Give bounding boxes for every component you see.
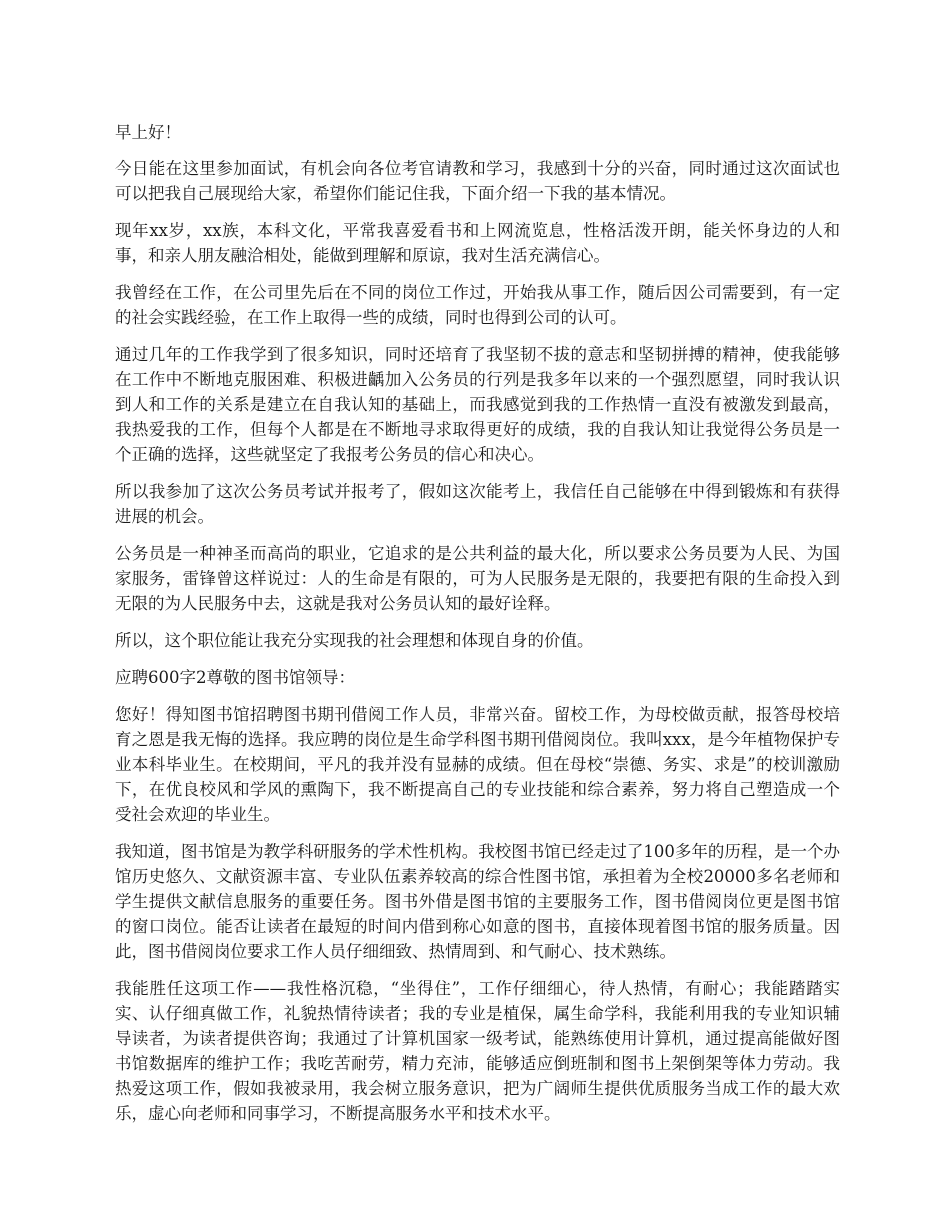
growth-paragraph: 通过几年的工作我学到了很多知识，同时还培育了我坚韧不拔的意志和坚韧拼搏的精神，使我能够在工作中不断地克服困难、积极进齲加入公务员的行列是我多年以来的一个强烈愿望，同时我认识到人和工作的关系是建立在自我认知的基础上，而我感觉到我的工作热情一直没有被激发到最高，我热爱我的工作，但每个人都是在不断地寻求取得更好的成绩，我的自我认知让我觉得公务员是一个正确的选择，这些就坚定了我报考公务员的信心和决心。 [115,345,840,464]
document-body [115,120,840,1138]
exam-paragraph: 所以我参加了这次公务员考试并报考了，假如这次能考上，我信任自己能够在中得到锻炼和有获得进展的机会。 [115,482,840,526]
section-heading: 应聘600字2尊敬的图书馆领导： [115,668,355,687]
library-description-paragraph: 我知道，图书馆是为教学科研服务的学术性机构。我校图书馆已经走过了100多年的历程，是一个办馆历史悠久、文献资源丰富、专业队伍素养较高的综合性图书馆，承担着为全校20000多名老师和学生提供文献信息服务的重要任务。图书外借是图书馆的主要服务工作，图书借阅岗位更是图书馆的窗口岗位。能否让读者在最短的时间内借到称心如意的图书，直接体现着图书馆的服务质量。因此，图书借阅岗位要求工作人员仔细细致、热情周到、和气耐心、技术熟练。 [115,842,840,961]
library-intro-paragraph: 您好！得知图书馆招聘图书期刊借阅工作人员，非常兴奋。留校工作，为母校做贡献，报答母校培育之恩是我无悔的选择。我应聘的岗位是生命学科图书期刊借阅岗位。我叫xxx，是今年植物保护专业本科毕业生。在校期间，平凡的我并没有显赫的成绩。但在母校“崇德、务实、求是”的校训激励下，在优良校风和学风的熏陶下，我不断提高自己的专业技能和综合素养，努力将自己塑造成一个受社会欢迎的毕业生。 [115,705,840,824]
intro-paragraph: 今日能在这里参加面试，有机会向各位考官请教和学习，我感到十分的兴奋，同时通过这次面试也可以把我自己展现给大家，希望你们能记住我，下面介绍一下我的基本情况。 [115,159,840,203]
qualification-paragraph: 我能胜任这项工作——我性格沉稳，“坐得住”，工作仔细细心，待人热情，有耐心；我能踏踏实实、认仔细真做工作，礼貌热情待读者；我的专业是植保，属生命学科，我能利用我的专业知识辅导读者，为读者提供咨询；我通过了计算机国家一级考试，能熟练使用计算机，通过提高能做好图书馆数据库的维护工作；我吃苦耐劳，精力充沛，能够适应倒班制和图书上架倒架等体力劳动。我热爱这项工作，假如我被录用，我会树立服务意识，把为广阔师生提供优质服务当成工作的最大欢乐，虚心向老师和同事学习，不断提高服务水平和技术水平。 [115,979,840,1123]
work-experience-paragraph: 我曾经在工作，在公司里先后在不同的岗位工作过，开始我从事工作，随后因公司需要到，有一定的社会实践经验，在工作上取得一些的成绩，同时也得到公司的认可。 [115,283,840,327]
greeting-paragraph: 早上好！ [115,123,181,142]
basic-info-paragraph: 现年xx岁，xx族，本科文化，平常我喜爱看书和上网流览息，性格活泼开朗，能关怀身边的人和事，和亲人朋友融洽相处，能做到理解和原谅，我对生活充满信心。 [115,221,840,265]
civil-servant-paragraph: 公务员是一种神圣而高尚的职业，它追求的是公共利益的最大化，所以要求公务员要为人民、为国家服务，雷锋曾这样说过：人的生命是有限的，可为人民服务是无限的，我要把有限的生命投入到无限的为人民服务中去，这就是我对公务员认知的最好诠释。 [115,544,840,613]
conclusion-paragraph: 所以，这个职位能让我充分实现我的社会理想和体现自身的价值。 [115,631,594,650]
